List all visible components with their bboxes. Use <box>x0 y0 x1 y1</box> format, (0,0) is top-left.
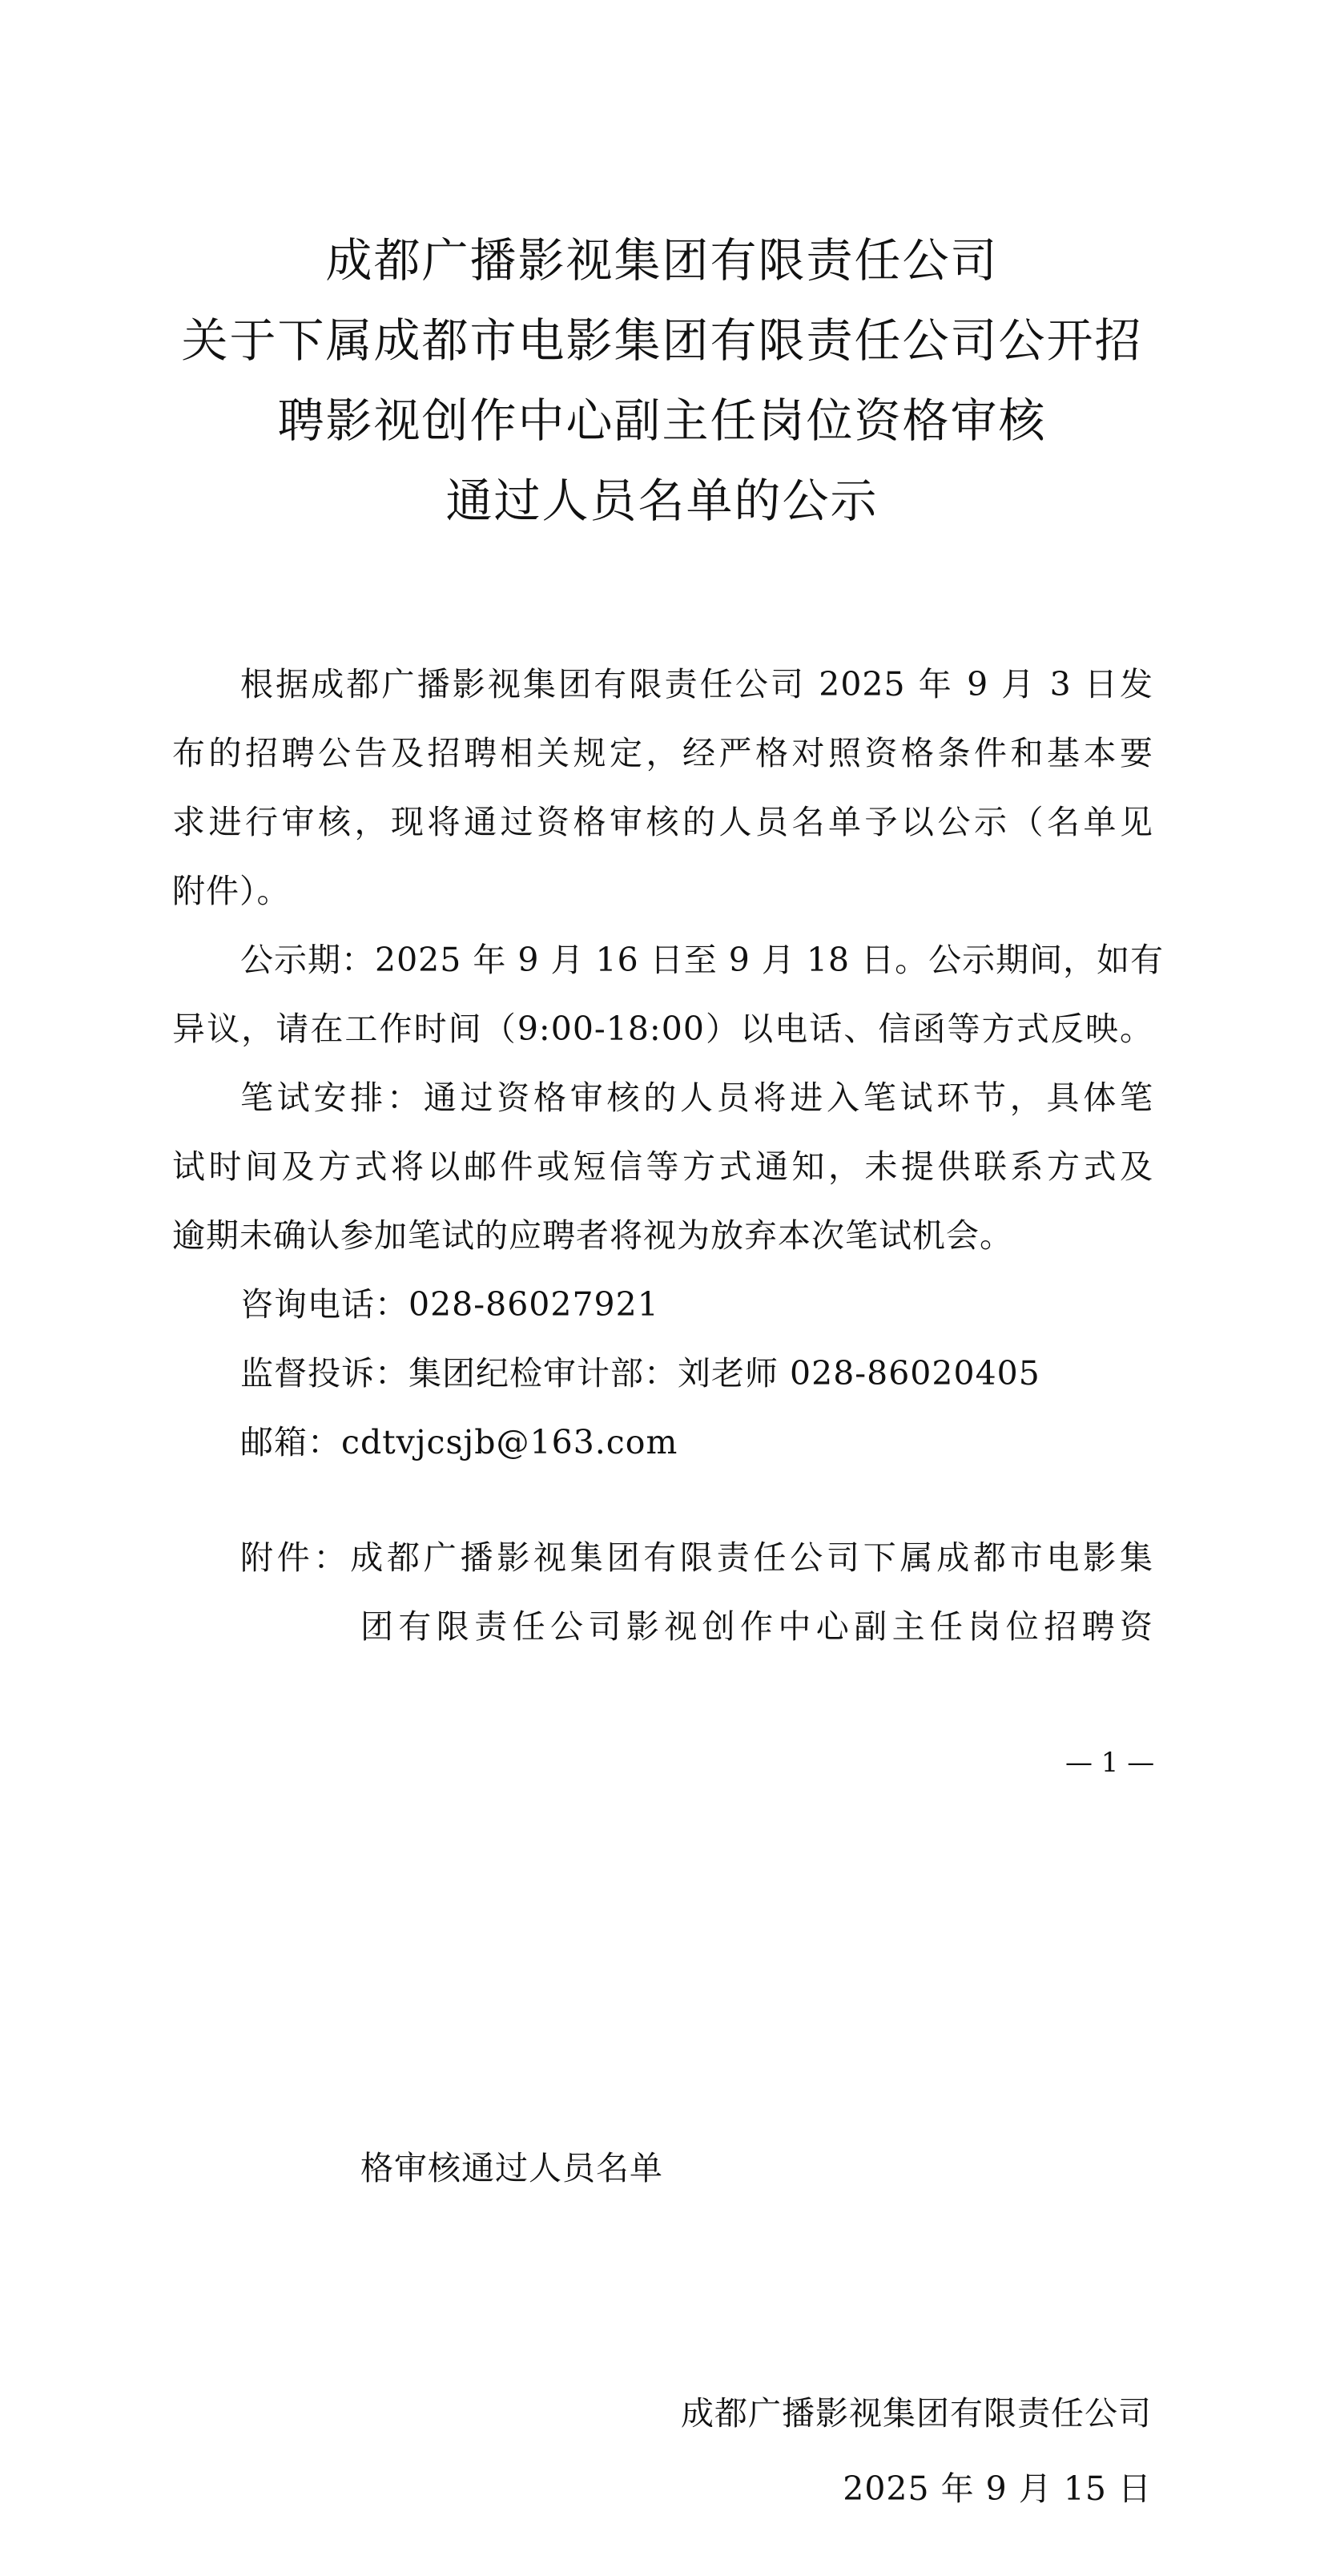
signature-date: 2025 年 9 月 15 日 <box>843 2469 1152 2508</box>
paragraph-1-line-3: 求进行审核，现将通过资格审核的人员名单予以公示（名单见 <box>172 803 1153 841</box>
contact-email: 邮箱：cdtvjcsjb@163.com <box>240 1423 678 1461</box>
title-line-4: 通过人员名单的公示 <box>445 474 879 528</box>
title-line-3: 聘影视创作中心副主任岗位资格审核 <box>277 393 1047 448</box>
paragraph-3-line-2: 试时间及方式将以邮件或短信等方式通知，未提供联系方式及 <box>172 1147 1153 1186</box>
paragraph-1-line-4: 附件）。 <box>172 872 291 910</box>
attachment-line-3: 格审核通过人员名单 <box>360 2149 663 2187</box>
attachment-line-2: 团有限责任公司影视创作中心副主任岗位招聘资 <box>360 1607 1153 1646</box>
title-line-2: 关于下属成都市电影集团有限责任公司公开招 <box>181 313 1143 368</box>
paragraph-1-line-2: 布的招聘公告及招聘相关规定，经严格对照资格条件和基本要 <box>172 734 1153 772</box>
consult-phone: 咨询电话：028-86027921 <box>240 1285 659 1324</box>
supervision-complaint: 监督投诉：集团纪检审计部：刘老师 028-86020405 <box>240 1354 1040 1393</box>
signature-organization: 成都广播影视集团有限责任公司 <box>681 2394 1152 2433</box>
paragraph-2-line-2: 异议，请在工作时间（9:00-18:00）以电话、信函等方式反映。 <box>172 1010 1153 1048</box>
paragraph-3-line-1: 笔试安排：通过资格审核的人员将进入笔试环节，具体笔 <box>240 1078 1153 1117</box>
paragraph-2-line-1: 公示期：2025 年 9 月 16 日至 9 月 18 日。公示期间，如有 <box>240 941 1165 979</box>
paragraph-1-line-1: 根据成都广播影视集团有限责任公司 2025 年 9 月 3 日发 <box>240 665 1153 703</box>
page-number: — 1 — <box>1065 1747 1155 1779</box>
paragraph-3-line-3: 逾期未确认参加笔试的应聘者将视为放弃本次笔试机会。 <box>172 1216 1013 1255</box>
title-line-1: 成都广播影视集团有限责任公司 <box>325 233 999 288</box>
attachment-line-1: 附件：成都广播影视集团有限责任公司下属成都市电影集 <box>240 1538 1153 1577</box>
